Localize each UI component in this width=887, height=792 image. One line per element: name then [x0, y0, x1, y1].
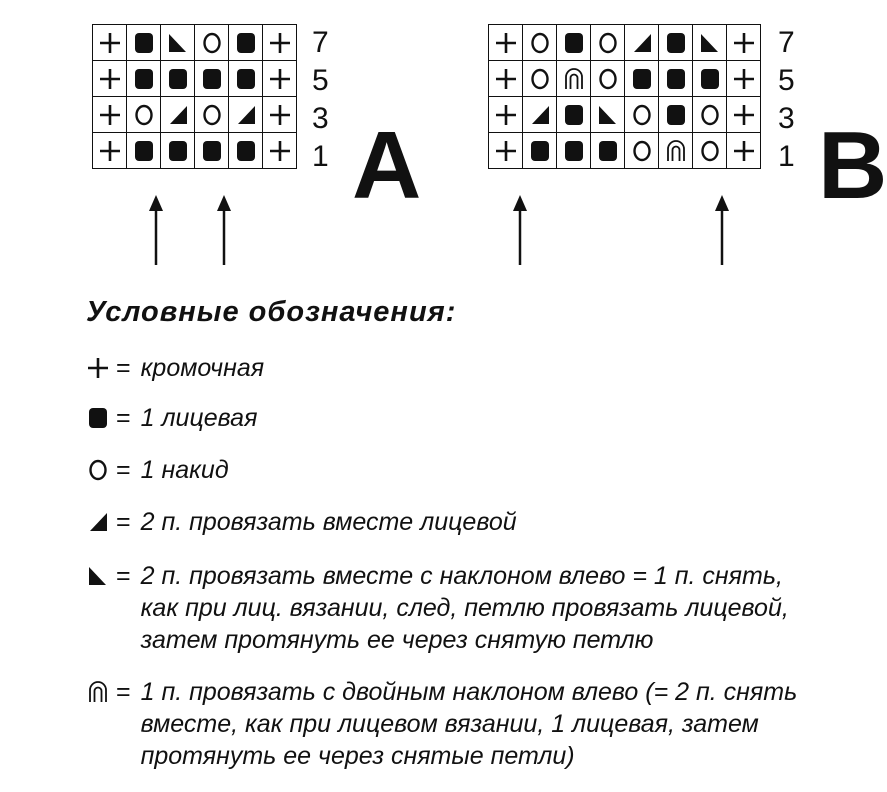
row-number: 1	[778, 140, 795, 173]
chart-cell	[659, 61, 693, 97]
row-number: 7	[312, 26, 329, 59]
chart-cell	[625, 97, 659, 133]
knit-stitch-icon	[132, 138, 156, 164]
chart-row	[93, 97, 297, 133]
chart-cell	[489, 25, 523, 61]
chart-cell	[523, 61, 557, 97]
yarn-over-icon	[200, 30, 224, 56]
knit-stitch-icon	[596, 138, 620, 164]
double-decrease-icon	[562, 66, 586, 92]
chart-cell	[625, 25, 659, 61]
ssk-left-icon	[596, 102, 620, 128]
ssk-left-icon	[86, 563, 110, 589]
knit-stitch-icon	[664, 66, 688, 92]
row-number: 5	[778, 64, 795, 97]
chart-cell	[229, 61, 263, 97]
knit-stitch-icon	[234, 66, 258, 92]
legend-item	[86, 454, 229, 486]
edge-stitch-icon	[732, 66, 756, 92]
edge-stitch-icon	[268, 66, 292, 92]
chart-row	[489, 133, 761, 169]
chart-cell	[659, 133, 693, 169]
legend-symbol	[86, 676, 110, 708]
knit-stitch-icon	[698, 66, 722, 92]
chart-cell	[659, 25, 693, 61]
chart-cell	[195, 133, 229, 169]
legend-text: 2 п. провязать вместе лицевой	[140, 508, 517, 536]
chart-cell	[263, 133, 297, 169]
chart-cell	[557, 133, 591, 169]
chart-cell	[489, 61, 523, 97]
chart-cell	[489, 133, 523, 169]
edge-stitch-icon	[494, 102, 518, 128]
row-number: 3	[778, 102, 795, 135]
k2tog-icon	[234, 102, 258, 128]
chart-cell	[591, 97, 625, 133]
yarn-over-icon	[528, 66, 552, 92]
chart-cell	[127, 133, 161, 169]
yarn-over-icon	[528, 30, 552, 56]
yarn-over-icon	[200, 102, 224, 128]
chart-cell	[263, 61, 297, 97]
chart-row	[93, 133, 297, 169]
knit-stitch-icon	[562, 138, 586, 164]
edge-stitch-icon	[86, 355, 110, 381]
knit-stitch-icon	[664, 102, 688, 128]
legend-equals: =	[116, 508, 131, 536]
chart-cell	[523, 97, 557, 133]
k2tog-icon	[166, 102, 190, 128]
edge-stitch-icon	[494, 138, 518, 164]
chart-cell	[93, 25, 127, 61]
row-number: 7	[778, 26, 795, 59]
arrow-up-icon	[214, 195, 234, 265]
yarn-over-icon	[698, 102, 722, 128]
legend-equals: =	[116, 404, 131, 432]
chart-cell	[727, 25, 761, 61]
edge-stitch-icon	[494, 66, 518, 92]
chart-cell	[523, 133, 557, 169]
chart-cell	[693, 133, 727, 169]
knit-stitch-icon	[234, 30, 258, 56]
chart-cell	[263, 97, 297, 133]
yarn-over-icon	[698, 138, 722, 164]
yarn-over-icon	[596, 66, 620, 92]
knit-stitch-icon	[562, 30, 586, 56]
knit-stitch-icon	[132, 30, 156, 56]
legend-title: Условные обозначения:	[86, 296, 457, 328]
chart-cell	[229, 97, 263, 133]
legend-symbol	[86, 506, 110, 538]
legend-equals: =	[116, 562, 131, 590]
edge-stitch-icon	[732, 138, 756, 164]
chart-cell	[161, 133, 195, 169]
edge-stitch-icon	[268, 138, 292, 164]
edge-stitch-icon	[268, 102, 292, 128]
chart-b-grid	[488, 24, 761, 169]
chart-cell	[161, 25, 195, 61]
ssk-left-icon	[166, 30, 190, 56]
edge-stitch-icon	[98, 66, 122, 92]
chart-cell	[127, 97, 161, 133]
edge-stitch-icon	[268, 30, 292, 56]
chart-cell	[161, 61, 195, 97]
edge-stitch-icon	[98, 138, 122, 164]
chart-cell	[93, 61, 127, 97]
arrow-up-icon	[510, 195, 530, 265]
legend-text: 1 лицевая	[140, 404, 258, 432]
chart-cell	[625, 133, 659, 169]
edge-stitch-icon	[732, 30, 756, 56]
chart-row	[93, 25, 297, 61]
arrow-up-icon	[146, 195, 166, 265]
chart-cell	[195, 25, 229, 61]
chart-cell	[229, 25, 263, 61]
knit-stitch-icon	[132, 66, 156, 92]
edge-stitch-icon	[98, 30, 122, 56]
double-decrease-icon	[86, 679, 110, 705]
knit-stitch-icon	[664, 30, 688, 56]
chart-cell	[591, 25, 625, 61]
chart-row	[489, 61, 761, 97]
chart-cell	[659, 97, 693, 133]
row-number: 3	[312, 102, 329, 135]
ssk-left-icon	[698, 30, 722, 56]
chart-cell	[727, 61, 761, 97]
knit-stitch-icon	[630, 66, 654, 92]
chart-cell	[557, 61, 591, 97]
legend-equals: =	[116, 678, 131, 706]
chart-cell	[161, 97, 195, 133]
edge-stitch-icon	[494, 30, 518, 56]
knit-stitch-icon	[562, 102, 586, 128]
chart-cell	[591, 133, 625, 169]
chart-cell	[693, 61, 727, 97]
edge-stitch-icon	[98, 102, 122, 128]
yarn-over-icon	[596, 30, 620, 56]
k2tog-icon	[630, 30, 654, 56]
knit-stitch-icon	[200, 138, 224, 164]
double-decrease-icon	[664, 138, 688, 164]
legend-item	[86, 506, 517, 538]
chart-row	[93, 61, 297, 97]
legend-text: 1 накид	[140, 456, 229, 484]
legend-item	[86, 352, 264, 384]
yarn-over-icon	[132, 102, 156, 128]
knit-stitch-icon	[86, 405, 110, 431]
chart-cell	[93, 97, 127, 133]
chart-cell	[229, 133, 263, 169]
chart-cell	[489, 97, 523, 133]
chart-cell	[591, 61, 625, 97]
legend-equals: =	[116, 354, 131, 382]
row-number: 1	[312, 140, 329, 173]
legend-item	[86, 560, 789, 656]
k2tog-icon	[86, 509, 110, 535]
chart-row	[489, 97, 761, 133]
chart-cell	[557, 97, 591, 133]
chart-cell	[693, 97, 727, 133]
legend-text: кромочная	[140, 354, 265, 382]
knit-stitch-icon	[166, 138, 190, 164]
edge-stitch-icon	[732, 102, 756, 128]
k2tog-icon	[528, 102, 552, 128]
legend-symbol	[86, 352, 110, 384]
knit-stitch-icon	[166, 66, 190, 92]
legend-text: 2 п. провязать вместе с наклоном влево = 1 п. снять, как при лиц. вязании, след, петлю провязать лицевой, затем протянуть ее через снятую петлю	[140, 562, 789, 654]
legend-equals: =	[116, 456, 131, 484]
legend-symbol	[86, 560, 110, 592]
knit-stitch-icon	[234, 138, 258, 164]
yarn-over-icon	[86, 457, 110, 483]
chart-cell	[127, 25, 161, 61]
chart-a-row-numbers	[312, 24, 329, 176]
legend-symbol	[86, 454, 110, 486]
legend-symbol	[86, 402, 110, 434]
legend-text: 1 п. провязать с двойным наклоном влево (= 2 п. снять вместе, как при лицевом вязании, 1 лицевая, затем протянуть ее через снятые петли)	[140, 678, 798, 770]
chart-a-grid	[92, 24, 297, 169]
chart-cell	[693, 25, 727, 61]
legend-item	[86, 402, 257, 434]
knit-stitch-icon	[200, 66, 224, 92]
chart-cell	[557, 25, 591, 61]
chart-row	[489, 25, 761, 61]
yarn-over-icon	[630, 102, 654, 128]
chart-cell	[127, 61, 161, 97]
yarn-over-icon	[630, 138, 654, 164]
chart-b-row-numbers	[778, 24, 795, 176]
row-number: 5	[312, 64, 329, 97]
knit-stitch-icon	[528, 138, 552, 164]
chart-cell	[195, 61, 229, 97]
chart-cell	[263, 25, 297, 61]
legend-item	[86, 676, 797, 772]
chart-cell	[625, 61, 659, 97]
chart-cell	[195, 97, 229, 133]
chart-cell	[93, 133, 127, 169]
chart-a-label: A	[352, 112, 422, 219]
chart-cell	[727, 97, 761, 133]
chart-cell	[523, 25, 557, 61]
chart-cell	[727, 133, 761, 169]
arrow-up-icon	[712, 195, 732, 265]
chart-b-label: B	[818, 112, 887, 219]
